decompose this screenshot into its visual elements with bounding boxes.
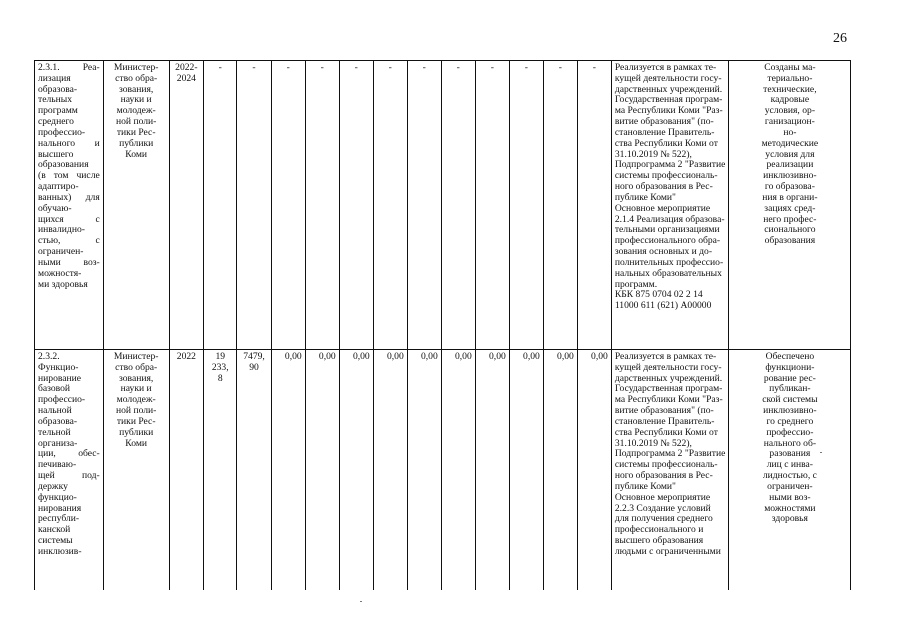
note-line: Государственная програм- <box>614 94 723 106</box>
executor-line: Министер- <box>113 62 159 73</box>
measure-line: профессио- <box>38 126 86 138</box>
measure-line: инвалидно- <box>38 224 85 236</box>
total-amount-line: 19 <box>215 351 226 362</box>
note-line: людьми с ограниченными <box>614 545 721 557</box>
result-line: образования <box>764 235 816 247</box>
amount-cell: - <box>271 61 305 350</box>
amount-cell: 0,00 <box>543 350 577 591</box>
total-amount-line: 233, <box>211 361 229 373</box>
result-line: ограничен- <box>767 480 813 492</box>
amount-cell: 0,00 <box>271 350 305 591</box>
executor-line: тики Рес- <box>116 126 156 138</box>
result-line: технические, <box>763 83 817 95</box>
total-amount-cell <box>204 350 237 591</box>
executor-line: ство обра- <box>115 72 158 84</box>
result-line: разования <box>769 448 811 460</box>
result-line: профессио- <box>766 426 814 438</box>
result-cell <box>729 61 851 350</box>
measure-line: держку <box>38 480 68 492</box>
amount-cell: 0,00 <box>407 350 441 591</box>
result-line: сионального <box>764 224 816 236</box>
measure-line: щихся с <box>38 213 100 225</box>
note-line: Основное мероприятие <box>614 202 711 214</box>
measure-line: (в том числе <box>38 170 100 182</box>
result-line: функциони- <box>765 361 815 373</box>
executor-line: молодеж- <box>116 105 156 117</box>
measure-line: ванных) для <box>38 191 100 203</box>
result-line: можностями <box>764 502 816 514</box>
measure-line: базовой <box>38 383 71 395</box>
note-line: публике Коми" <box>614 191 676 203</box>
measure-line: тельных <box>38 94 72 106</box>
result-line: здоровья <box>771 513 808 525</box>
measure-line: тельной <box>38 426 71 438</box>
measure-line: среднего <box>38 116 74 128</box>
note-line: 2.1.4 Реализация образова- <box>614 213 725 225</box>
result-line: условия для <box>765 148 815 160</box>
note-line: системы профессиональ- <box>614 459 718 471</box>
executor-line: ство обра- <box>115 361 158 373</box>
measure-line: программ <box>38 105 78 117</box>
measure-line: ными воз- <box>38 256 100 268</box>
executor-line: Министер- <box>113 351 159 362</box>
note-line: 2.2.3 Создание условий <box>614 502 711 514</box>
note-line: 11000 611 (621) А00000 <box>614 300 712 312</box>
amount-cell: 0,00 <box>577 350 611 591</box>
executor-line: ной поли- <box>115 116 157 128</box>
note-line: программ. <box>614 278 658 290</box>
measure-line: стью, с <box>38 235 100 247</box>
note-line: Реализуется в рамках те- <box>614 351 717 362</box>
note-line: кущей деятельности госу- <box>614 72 722 84</box>
table-row <box>35 61 905 350</box>
measure-line: обучаю- <box>38 202 72 214</box>
note-line: нальных образовательных <box>614 267 722 279</box>
scan-speck <box>820 452 822 453</box>
measure-line: щей под- <box>38 470 100 482</box>
note-line: витие образования" (по- <box>614 405 714 417</box>
executor-line: зования, <box>119 372 154 384</box>
amount-cell: 0,00 <box>475 350 509 591</box>
executor-line: зования, <box>119 83 154 95</box>
note-line: высшего образования <box>614 535 704 547</box>
note-line: ного образования в Рес- <box>614 470 713 482</box>
note-cell <box>611 350 729 591</box>
amount-cell: - <box>407 61 441 350</box>
measure-line: ограничен- <box>38 246 84 258</box>
executor-line: ной поли- <box>115 405 157 417</box>
measure-line: лизация <box>38 72 71 84</box>
measure-line: ции, обес- <box>38 448 100 460</box>
result-line: го среднего <box>766 415 814 427</box>
period-line: 2024 <box>176 72 196 84</box>
note-line: ного образования в Рес- <box>614 181 713 193</box>
amount-cell: - <box>441 61 475 350</box>
amount-cell: 0,00 <box>509 350 543 591</box>
measure-line: печиваю- <box>38 459 77 471</box>
measure-line: 2.3.1. Реа- <box>38 62 100 73</box>
measure-line: нальной <box>38 405 72 417</box>
measure-line: образования <box>38 159 89 171</box>
amount-line: 90 <box>249 361 259 373</box>
result-line: но- <box>783 126 797 138</box>
note-line: дарственных учреждений. <box>614 372 723 384</box>
measure-line: нального и <box>38 137 100 149</box>
note-line: Реализуется в рамках те- <box>614 62 717 73</box>
measure-line: можностя- <box>38 267 82 279</box>
note-line: витие образования" (по- <box>614 116 714 128</box>
measure-line: организа- <box>38 437 78 449</box>
note-line: системы профессиональ- <box>614 170 718 182</box>
result-line: инклюзивно- <box>763 405 817 417</box>
executor-cell <box>103 61 169 350</box>
note-line: ма Республики Коми "Раз- <box>614 105 723 117</box>
amount-cell: - <box>305 61 339 350</box>
executor-line: Коми <box>125 148 148 160</box>
note-line: ства Республики Коми от <box>614 426 718 438</box>
measure-line: республи- <box>38 513 80 525</box>
plan-table <box>34 60 905 590</box>
result-line: рование рес- <box>763 372 816 384</box>
result-line: ния в органи- <box>762 191 818 203</box>
measure-line: адаптиро- <box>38 181 79 193</box>
measure-line: 2.3.2. <box>38 351 60 362</box>
amount-cell: 0,00 <box>339 350 373 591</box>
result-line: публикан- <box>769 383 811 395</box>
note-line: зования основных и до- <box>614 246 713 258</box>
measure-line: нирование <box>38 372 82 384</box>
result-line: условия, ор- <box>764 105 816 117</box>
period-cell <box>169 61 204 350</box>
result-line: лиц с инва- <box>766 459 813 471</box>
measure-line: Функцио- <box>38 361 79 373</box>
result-line: ными воз- <box>769 491 811 503</box>
result-cell <box>729 350 851 591</box>
note-line: Основное мероприятие <box>614 491 711 503</box>
amount-cell: - <box>577 61 611 350</box>
period-line: 2022 <box>176 351 196 362</box>
note-line: Подпрограмма 2 "Развитие <box>614 159 726 171</box>
amount-cell: - <box>509 61 543 350</box>
note-line: Подпрограмма 2 "Развитие <box>614 448 726 460</box>
note-line: публике Коми" <box>614 480 676 492</box>
executor-line: публики <box>119 137 154 149</box>
executor-line: науки и <box>120 383 152 395</box>
amount-cell: 0,00 <box>305 350 339 591</box>
executor-line: Коми <box>125 437 148 449</box>
result-line: него профес- <box>763 213 817 225</box>
measure-cell <box>35 350 104 591</box>
amount-cell: - <box>204 61 237 350</box>
note-line: 31.10.2019 № 522), <box>614 437 692 449</box>
executor-line: тики Рес- <box>116 415 156 427</box>
note-line: дарственных учреждений. <box>614 83 723 95</box>
scan-speck <box>360 601 362 602</box>
measure-line: профессио- <box>38 394 86 406</box>
measure-cell <box>35 61 104 350</box>
note-line: полнительных профессио- <box>614 256 724 268</box>
amount-cell: - <box>373 61 407 350</box>
result-line: Созданы ма- <box>764 62 816 73</box>
amount-cell: 0,00 <box>441 350 475 591</box>
amount-cell: 0,00 <box>373 350 407 591</box>
note-line: ства Республики Коми от <box>614 137 718 149</box>
note-line: кущей деятельности госу- <box>614 361 722 373</box>
executor-line: молодеж- <box>116 394 156 406</box>
note-line: 31.10.2019 № 522), <box>614 148 692 160</box>
note-line: становление Правитель- <box>614 415 715 427</box>
page-number: 26 <box>833 31 847 46</box>
measure-line: канской <box>38 524 71 536</box>
amount-line: 7479, <box>243 351 265 362</box>
note-line: Государственная програм- <box>614 383 723 395</box>
result-line: нального об- <box>763 437 817 449</box>
measure-line: системы <box>38 535 73 547</box>
note-line: тельными организациями <box>614 224 720 236</box>
executor-line: публики <box>119 426 154 438</box>
result-line: реализации <box>766 159 814 171</box>
measure-line: функцио- <box>38 491 77 503</box>
executor-cell <box>103 350 169 591</box>
total-amount-line: 8 <box>217 372 223 384</box>
amount-cell <box>237 350 271 591</box>
result-line: кадровые <box>770 94 810 106</box>
measure-line: образова- <box>38 415 78 427</box>
measure-line: нирования <box>38 502 82 514</box>
table-row <box>35 350 905 591</box>
result-line: ганизацион- <box>764 116 815 128</box>
result-line: зациях сред- <box>764 202 816 214</box>
note-line: профессионального обра- <box>614 235 721 247</box>
measure-line: инклюзив- <box>38 545 82 557</box>
measure-line: высшего <box>38 148 74 160</box>
note-cell <box>611 61 729 350</box>
period-cell <box>169 350 204 591</box>
result-line: го образова- <box>764 181 815 193</box>
amount-cell: - <box>475 61 509 350</box>
result-line: Обеспечено <box>765 351 815 362</box>
note-line: профессионального и <box>614 524 704 536</box>
measure-line: образова- <box>38 83 78 95</box>
result-line: лидностью, с <box>762 470 817 482</box>
result-line: методические <box>761 137 819 149</box>
note-line: ма Республики Коми "Раз- <box>614 394 723 406</box>
result-line: териально- <box>767 72 813 84</box>
amount-cell: - <box>543 61 577 350</box>
note-line: КБК 875 0704 02 2 14 <box>614 289 703 301</box>
amount-cell: - <box>237 61 271 350</box>
note-line: для получения среднего <box>614 513 713 525</box>
amount-cell: - <box>339 61 373 350</box>
measure-line: ми здоровья <box>38 278 88 290</box>
executor-line: науки и <box>120 94 152 106</box>
period-line: 2022- <box>175 62 198 73</box>
result-line: ской системы <box>762 394 818 406</box>
result-line: инклюзивно- <box>763 170 817 182</box>
note-line: становление Правитель- <box>614 126 715 138</box>
